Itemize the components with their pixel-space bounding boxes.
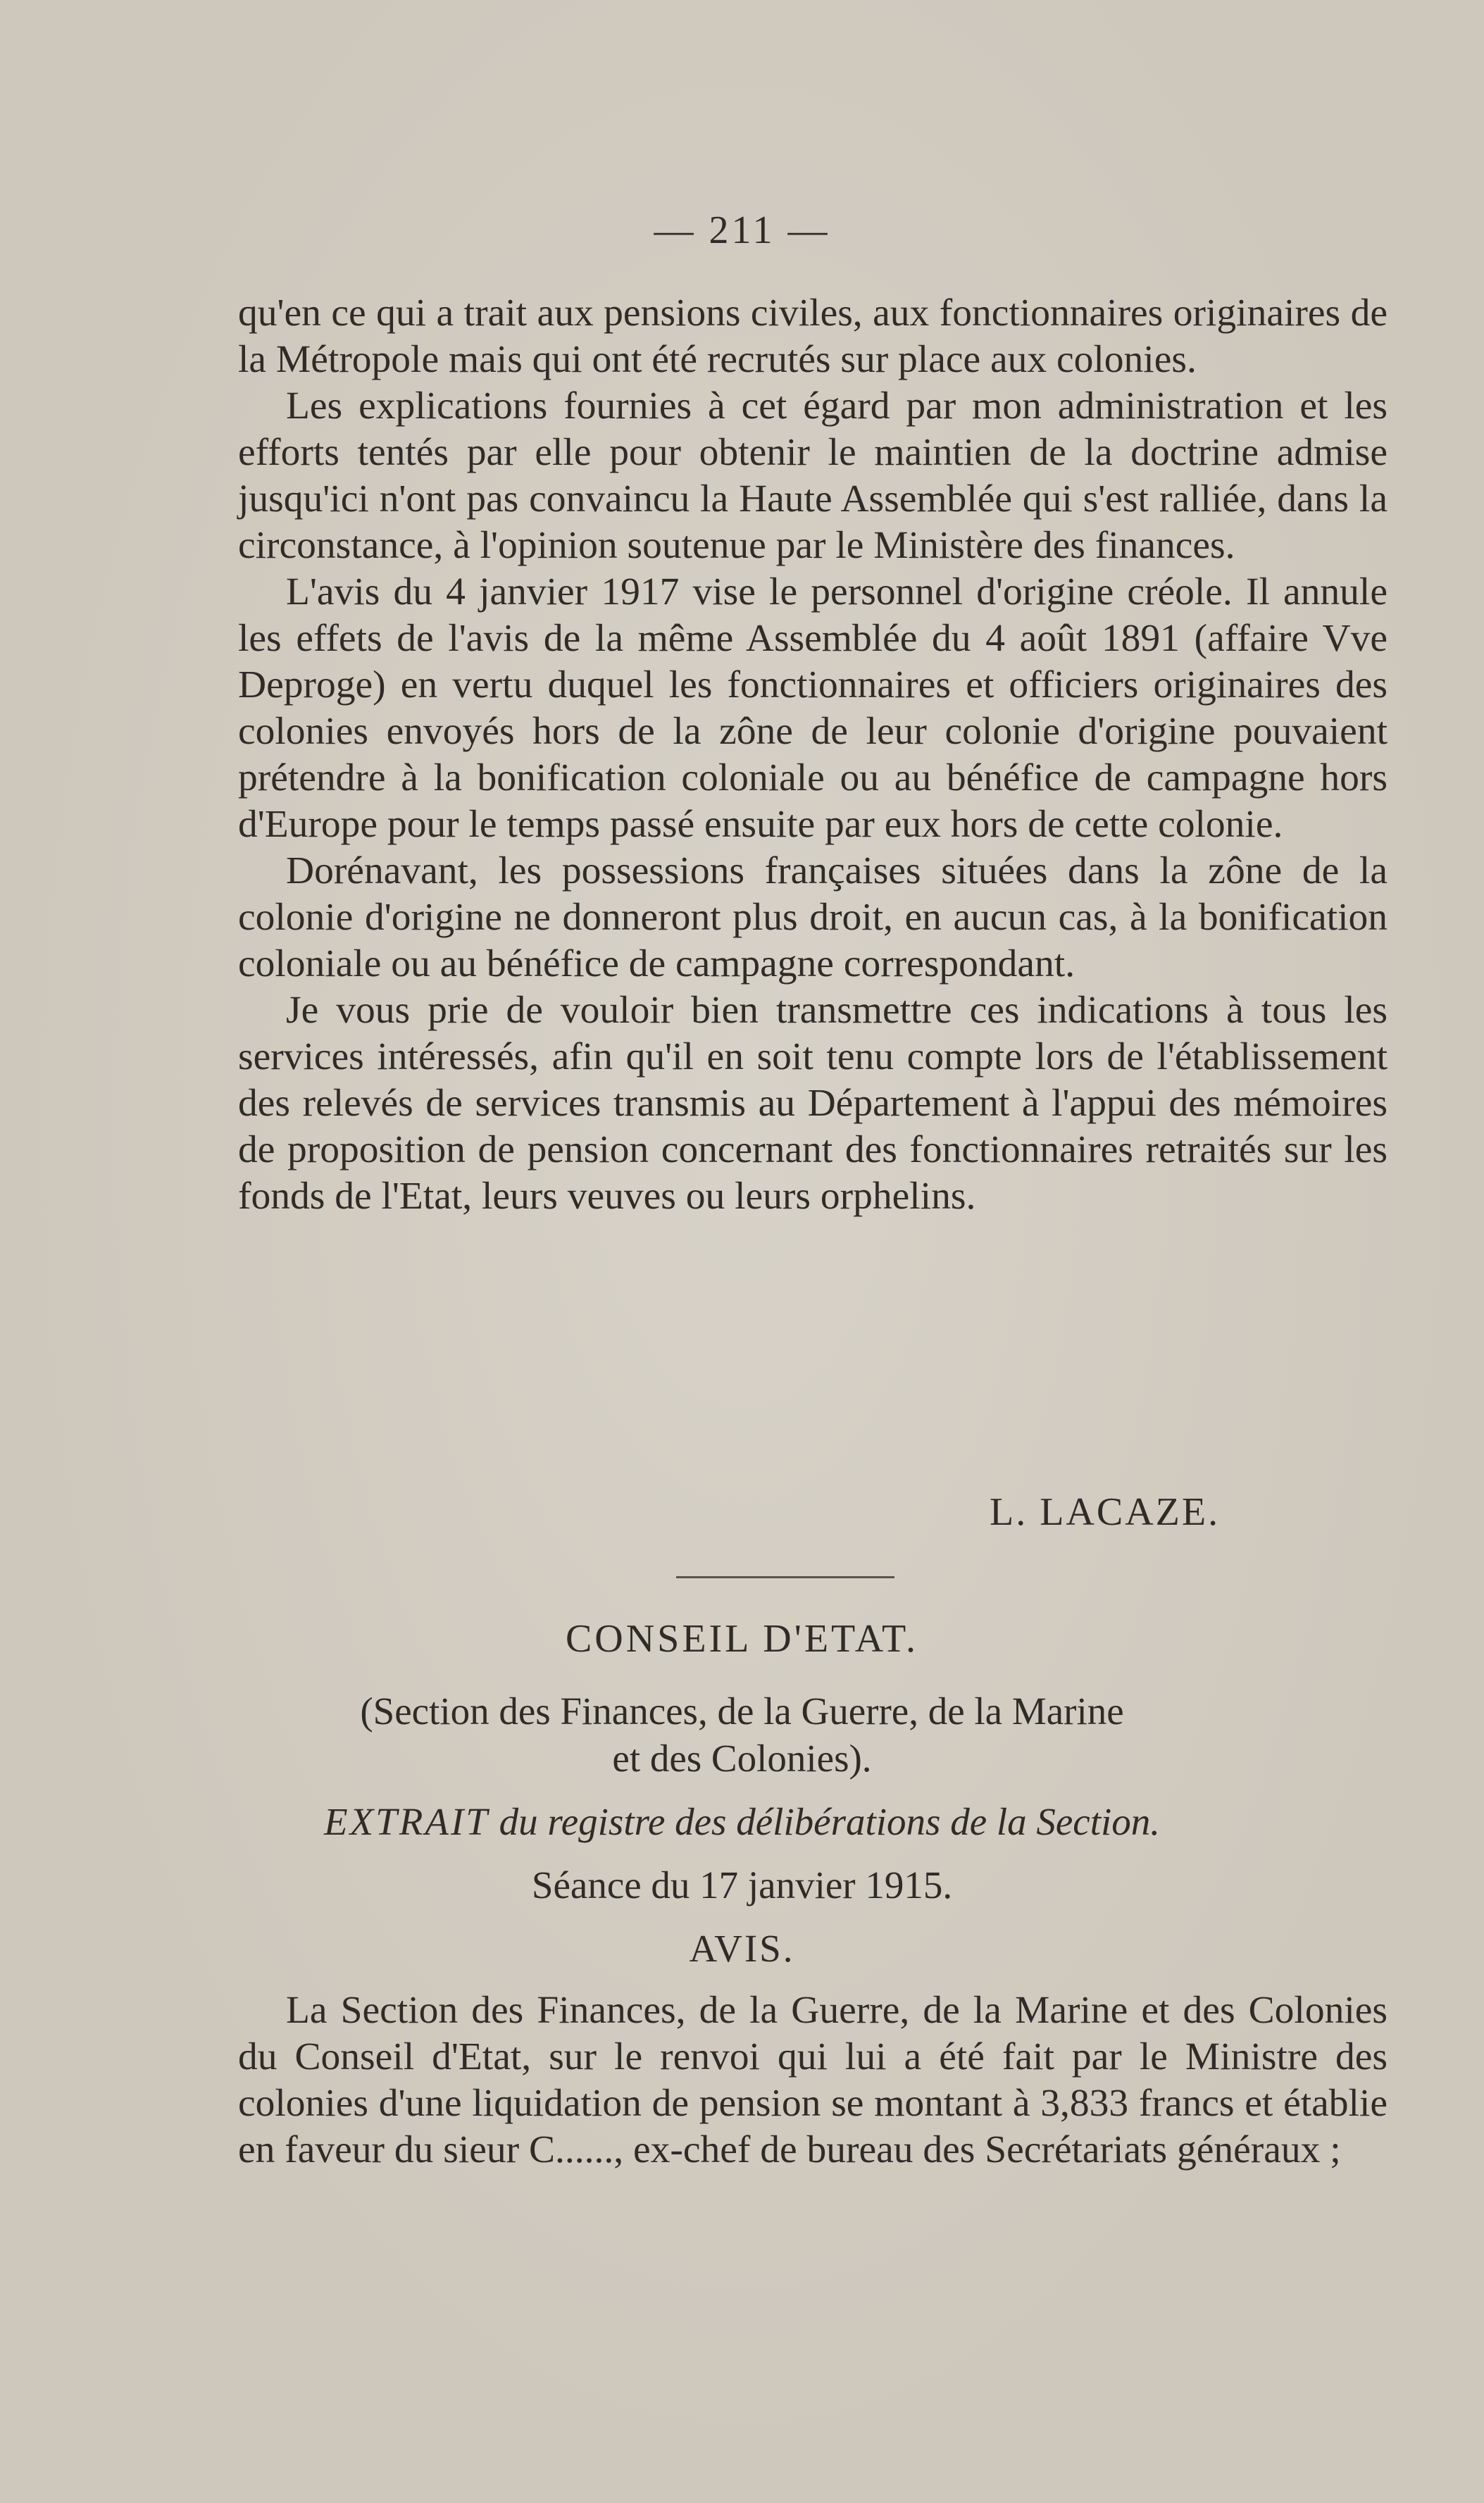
- extract-line: [0, 1799, 1484, 1844]
- section-divider: [676, 1576, 894, 1578]
- extract-rest: du registre des délibérations de la Section.: [489, 1800, 1161, 1843]
- extract-head: EXTRAIT: [323, 1800, 490, 1843]
- paragraph-transmettre: Je vous prie de vouloir bien transmettre ces indications à tous les services intéressés, afin qu'il en soit tenu compte lors de l'établissement des relevés de services transmis au Département à l'appui des mémoires de proposition de pension concernant des fonctionnaires retraités sur les fonds de l'Etat, leurs veuves ou leurs orphelins.: [238, 989, 1388, 1218]
- paragraph-avis-1917: L'avis du 4 janvier 1917 vise le personnel d'origine créole. Il annule les effets de l'avis de la même Assemblée du 4 août 1891 (affaire Vve Deproge) en vertu duquel les fonctionnaires et officiers originaires des colonies envoyés hors de la zône de leur colonie d'origine pouvaient prétendre à la bonification coloniale ou au bénéfice de campagne hors d'Europe pour le temps passé ensuite par eux hors de cette colonie.: [238, 570, 1388, 846]
- paragraph-continuation: qu'en ce qui a trait aux pensions civiles, aux fonctionnaires originaires de la Métropole mais qui ont été recrutés sur place aux colonies.: [238, 292, 1388, 381]
- paragraph-dorenavant: Dorénavant, les possessions françaises situées dans la zône de la colonie d'origine ne donneront plus droit, en aucun cas, à la bonification coloniale ou au bénéfice de campagne correspondant.: [238, 849, 1388, 985]
- paragraph-explications: Les explications fournies à cet égard par mon administration et les efforts tentés par elle pour obtenir le maintien de la doctrine admise jusqu'ici n'ont pas convaincu la Haute Assemblée qui s'est ralliée, dans la circonstance, à l'opinion soutenue par le Ministère des finances.: [238, 385, 1388, 567]
- signature: L. LACAZE.: [990, 1490, 1221, 1534]
- body-text: [238, 290, 1388, 1220]
- session-date: Séance du 17 janvier 1915.: [531, 1864, 953, 1906]
- council-section-line-2: et des Colonies).: [612, 1737, 872, 1780]
- council-section-line-1: (Section des Finances, de la Guerre, de la Marine: [360, 1690, 1124, 1733]
- page-number: — 211 —: [654, 208, 830, 252]
- avis-heading: AVIS.: [689, 1927, 795, 1970]
- final-text: [238, 1987, 1388, 2173]
- council-title: CONSEIL D'ETAT.: [565, 1617, 919, 1661]
- paragraph-section-finances: La Section des Finances, de la Guerre, de la Marine et des Colonies du Conseil d'Etat, sur le renvoi qui lui a été fait par le Ministre des colonies d'une liquidation de pension se montant à 3,833 francs et établie en faveur du sieur C......, ex-chef de bureau des Secrétariats généraux ;: [238, 1989, 1388, 2171]
